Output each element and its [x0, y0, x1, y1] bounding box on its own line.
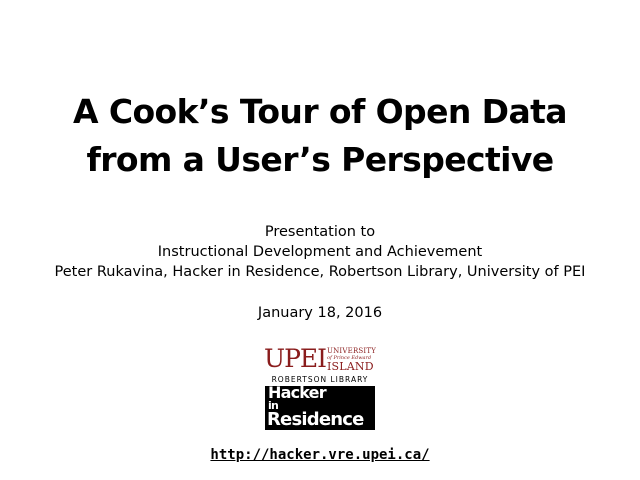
- hacker-logo-line-2: in: [268, 399, 279, 412]
- presentation-to: Presentation to: [264, 224, 376, 240]
- upei-university: UNIVERSITY: [327, 347, 377, 355]
- hacker-logo-line-3: Residence: [267, 409, 364, 430]
- slide-title: [0, 88, 640, 184]
- robertson-library-label: ROBERTSON LIBRARY: [271, 375, 369, 384]
- title-line-2: from a User’s Perspective: [86, 140, 554, 179]
- hacker-logo-line-1: Hacker: [268, 386, 326, 402]
- title-line-1: A Cook’s Tour of Open Data: [73, 92, 567, 131]
- presentation-date: January 18, 2016: [257, 305, 383, 321]
- upei-wordmark: UPEI: [264, 344, 327, 373]
- upei-island: ISLAND: [327, 360, 374, 373]
- presenter: Peter Rukavina, Hacker in Residence, Robertson Library, University of PEI: [54, 264, 586, 280]
- upei-logo-text: [327, 348, 377, 373]
- presentation-details: [0, 222, 640, 282]
- website-link[interactable]: http://hacker.vre.upei.ca/: [210, 447, 430, 463]
- hacker-in-residence-logo: [265, 386, 375, 430]
- upei-prince-edward: of Prince Edward: [327, 355, 372, 361]
- audience: Instructional Development and Achievement: [157, 244, 483, 260]
- upei-logo: [264, 346, 376, 372]
